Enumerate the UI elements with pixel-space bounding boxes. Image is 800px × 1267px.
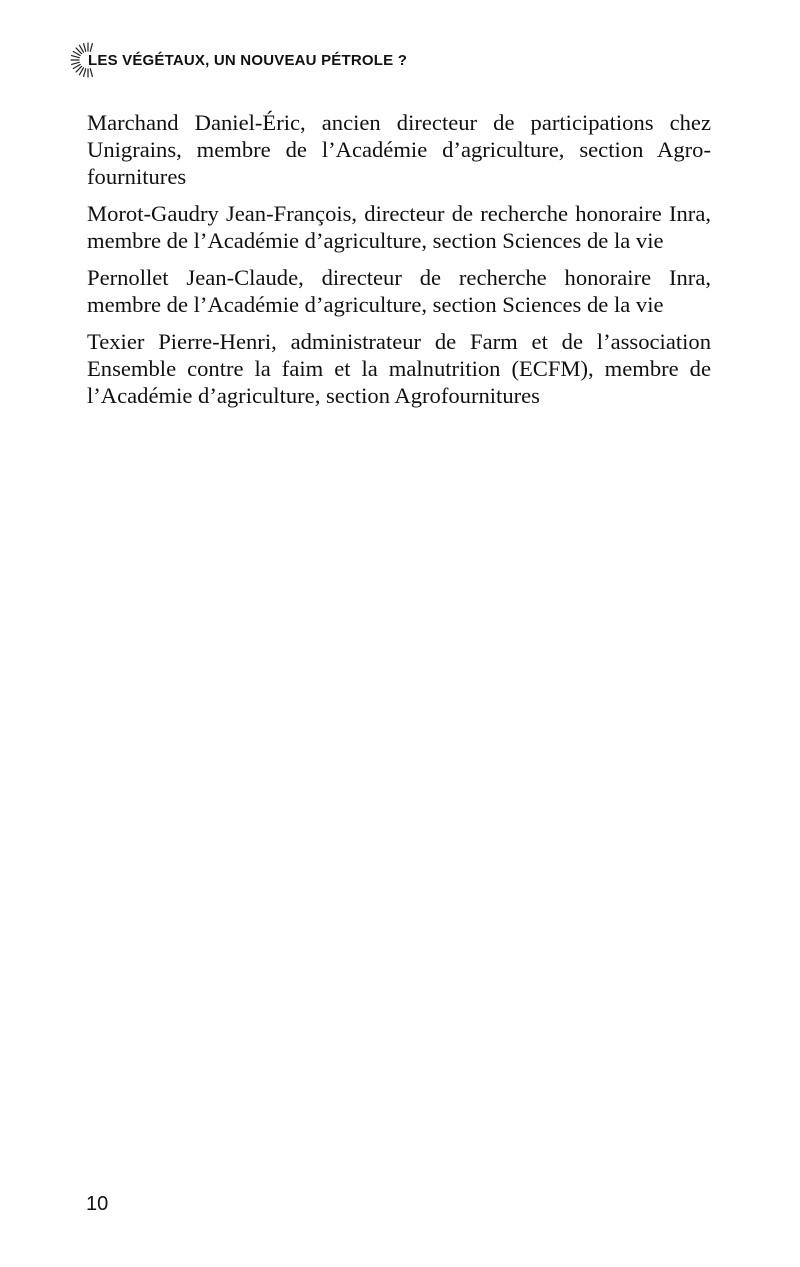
list-item: Texier Pierre-Henri, administrateur de Farm et de l’association Ensemble contre la faim et la malnutrition (ECFM), membre de l’Académie d’agriculture, section Agrofournitures: [87, 329, 711, 408]
running-title: LES VÉGÉTAUX, UN NOUVEAU PÉTROLE ?: [88, 52, 408, 69]
list-item: Pernollet Jean-Claude, directeur de recherche honoraire Inra, membre de l’Académie d’agriculture, section Sciences de la vie: [87, 265, 711, 317]
contributor-list: [87, 109, 711, 419]
list-item: Morot-Gaudry Jean-François, directeur de recherche honoraire Inra, membre de l’Académie d’agriculture, section Sciences de la vie: [87, 201, 711, 253]
list-item: Marchand Daniel-Éric, ancien directeur de participations chez Unigrains, membre de l’Académie d’agriculture, section Agro-fournitures: [87, 110, 711, 189]
running-head: [68, 40, 407, 80]
page-number: 10: [86, 1193, 109, 1215]
